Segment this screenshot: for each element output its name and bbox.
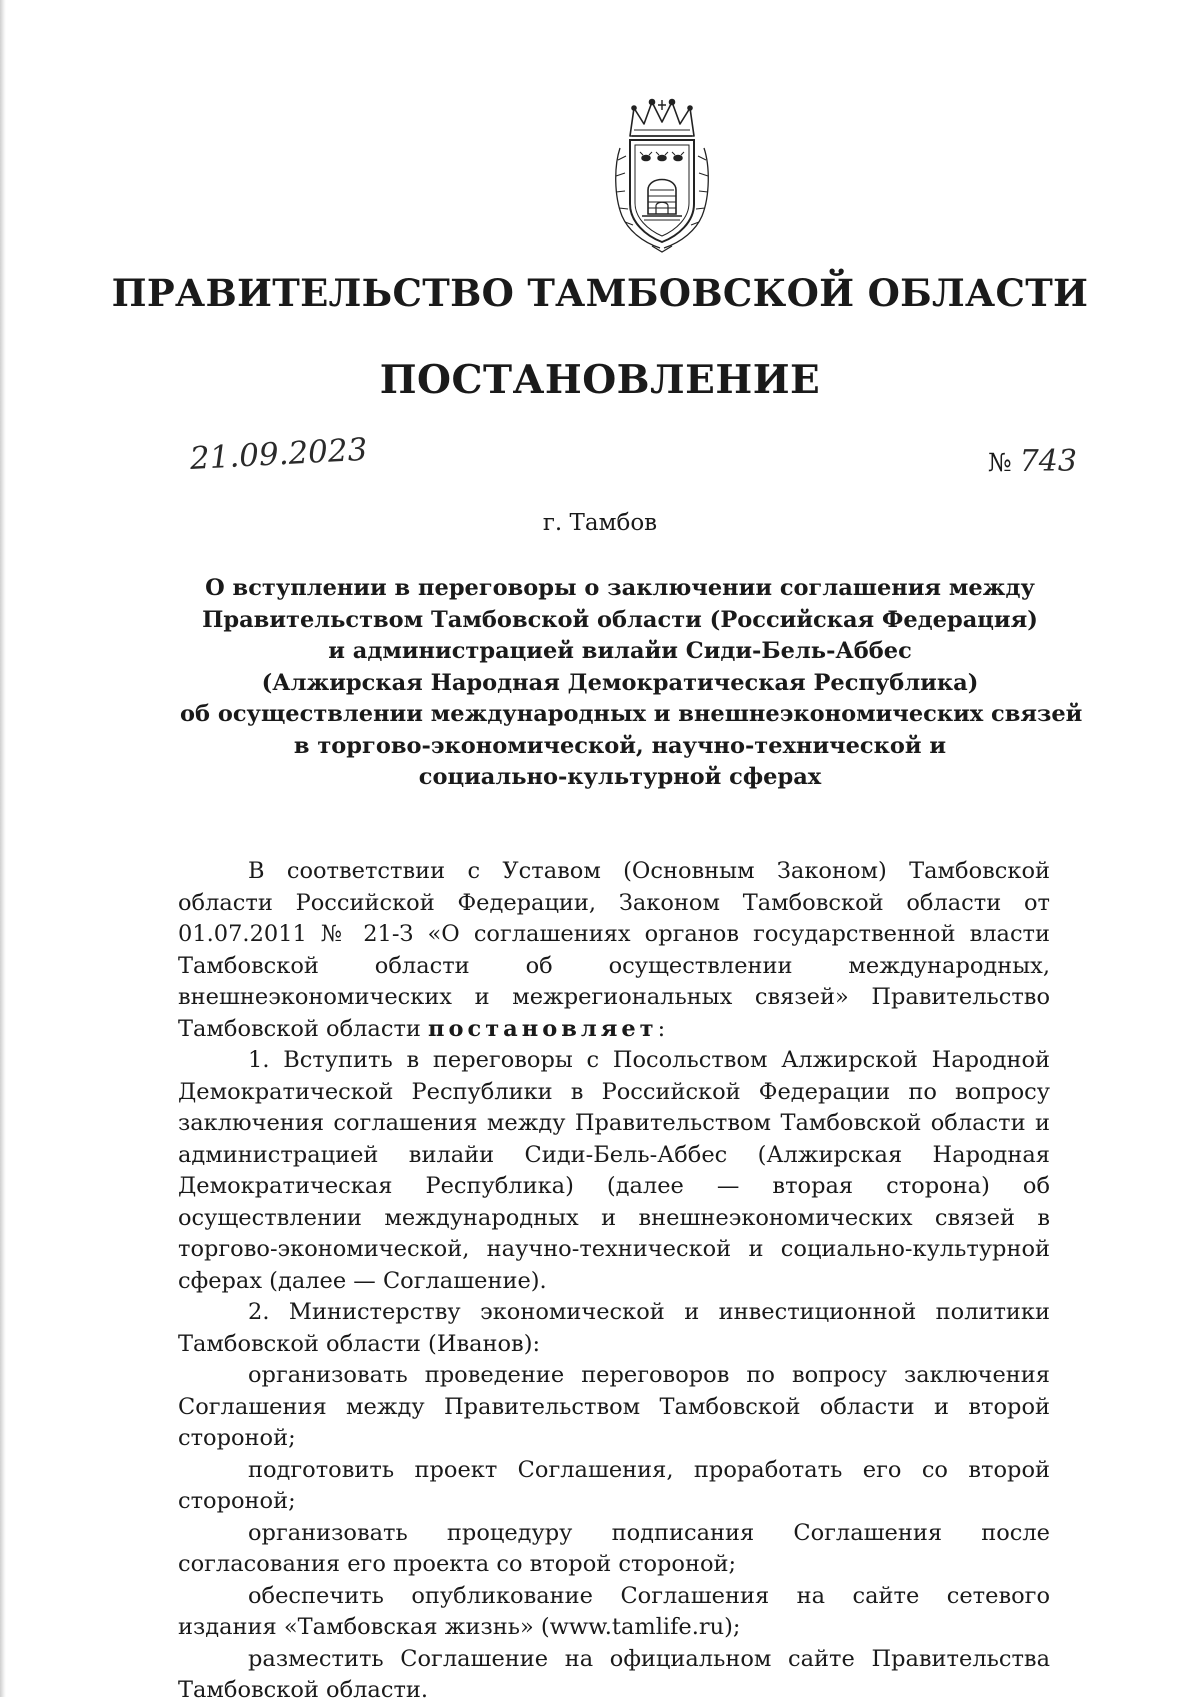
document-body [178, 856, 1050, 1707]
document-subject [180, 573, 1083, 794]
body-paragraph: организовать процедуру подписания Соглашения после согласования его проекта со второй стороной; [178, 1519, 1050, 1577]
subject-line: Правительством Тамбовской области (Российская Федерация) [202, 606, 1038, 633]
document-city: г. Тамбов [542, 510, 658, 536]
subject-line: (Алжирская Народная Демократическая Республика) [261, 669, 979, 696]
body-paragraph: разместить Соглашение на официальном сайте Правительства Тамбовской области. [178, 1645, 1050, 1703]
body-paragraph: подготовить проект Соглашения, проработать его со второй стороной; [178, 1456, 1050, 1514]
document-number [988, 444, 1077, 479]
body-paragraph: организовать проведение переговоров по вопросу заключения Соглашения между Правительством Тамбовской области и второй стороной; [178, 1362, 1050, 1451]
document-date: 21.09.2023 [189, 431, 369, 477]
subject-line: социально-культурной сферах [418, 764, 822, 790]
decree-colon: : [657, 1015, 666, 1042]
preamble-text: В соответствии с Уставом (Основным Законом) Тамбовской области Российской Федерации, Законом Тамбовской области от 01.07.2011 № 21-З «О соглашениях органов государственной власти Тамбовской области об осуществлении международных, внешнеэкономических и межрегиональных связей» Правительство Тамбовской области [178, 858, 1050, 1042]
subject-line: в торгово-экономической, научно-технической и [293, 732, 947, 759]
subject-line: О вступлении в переговоры о заключении соглашения между [205, 575, 1035, 601]
tambov-coat-of-arms-icon [612, 96, 712, 256]
preamble-paragraph [178, 856, 1050, 1045]
subject-line: и администрацией вилайи Сиди-Бель-Аббес [328, 638, 912, 664]
body-paragraph: обеспечить опубликование Соглашения на сайте сетевого издания «Тамбовская жизнь» (www.tamlife.ru); [178, 1582, 1050, 1640]
document-type-heading: ПОСТАНОВЛЕНИЕ [379, 357, 821, 403]
body-paragraph: 2. Министерству экономической и инвестиционной политики Тамбовской области (Иванов): [178, 1299, 1050, 1357]
scan-edge [0, 0, 6, 1697]
subject-line: об осуществлении международных и внешнеэкономических связей [180, 701, 1083, 727]
number-value: 743 [1019, 444, 1077, 479]
body-paragraph: 1. Вступить в переговоры с Посольством Алжирской Народной Демократической Республики в Российской Федерации по вопросу заключения соглашения между Правительством Тамбовской области и администрацией вилайи Сиди-Бель-Аббес (Алжирская Народная Демократическая Республика) (далее — вторая сторона) об осуществлении международных и внешнеэкономических связей в торгово-экономической, научно-технической и социально-культурной сферах (далее — Соглашение). [178, 1047, 1050, 1294]
number-label: № [988, 448, 1012, 477]
organization-title: ПРАВИТЕЛЬСТВО ТАМБОВСКОЙ ОБЛАСТИ [111, 271, 1089, 315]
decree-word: постановляет [428, 1015, 658, 1042]
